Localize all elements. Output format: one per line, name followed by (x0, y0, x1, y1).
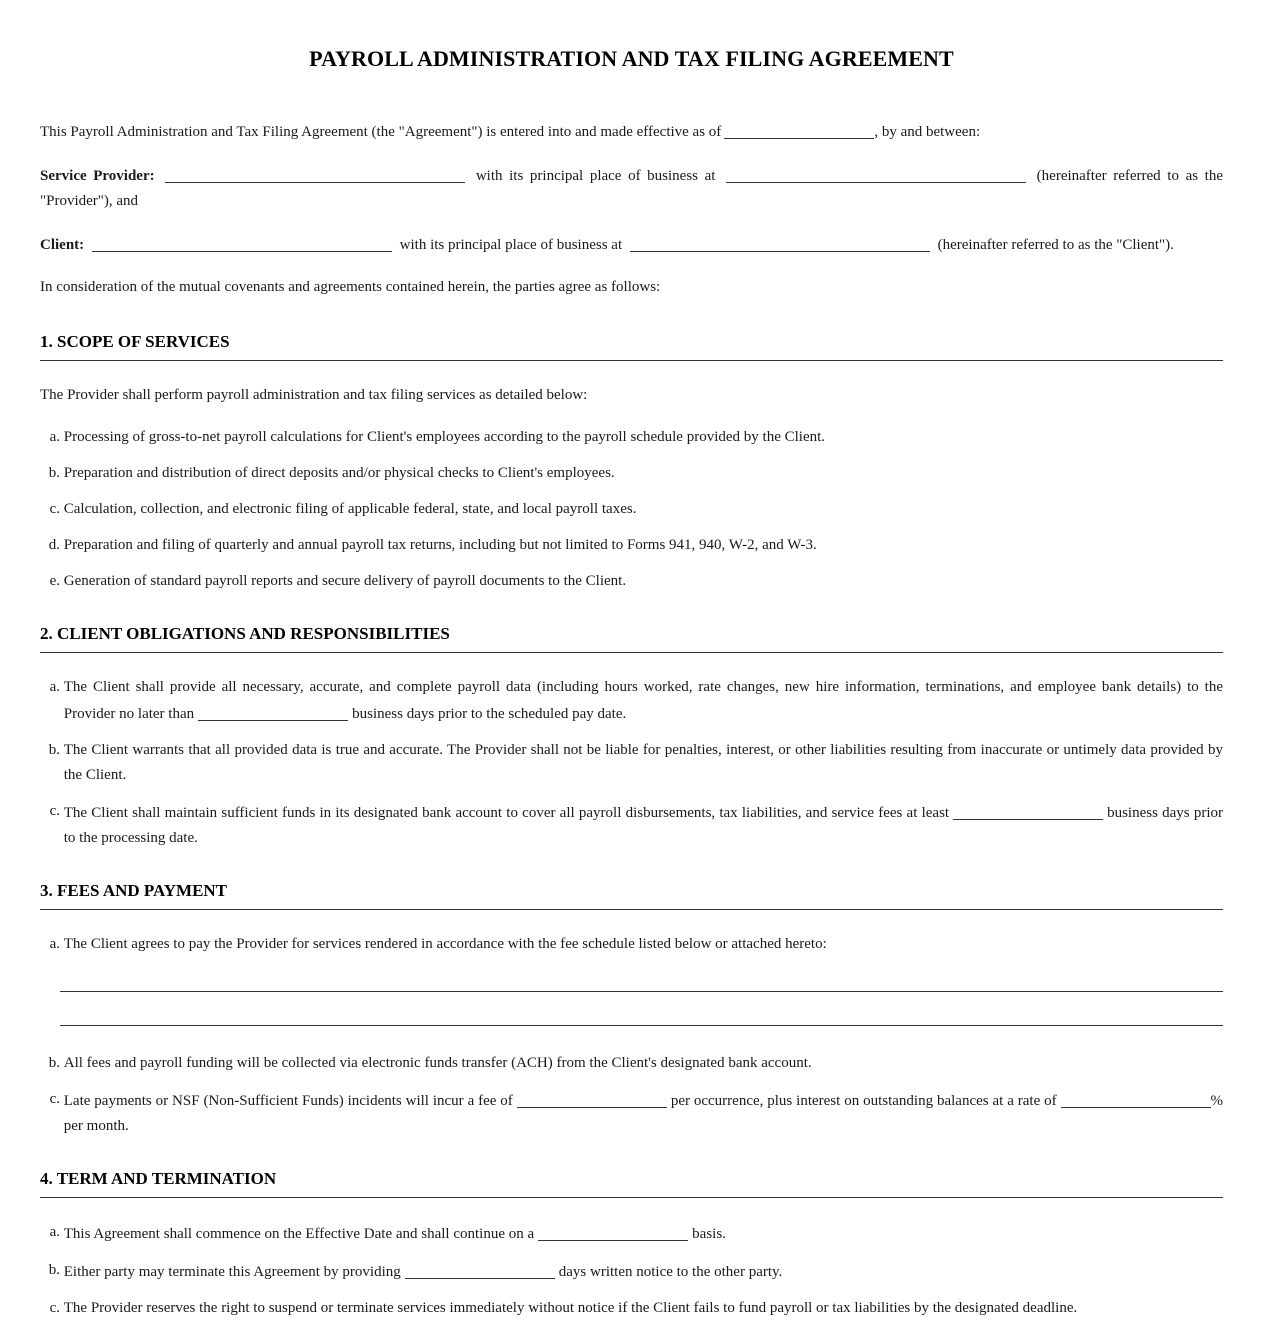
consideration-paragraph: In consideration of the mutual covenants and agreements contained herein, the parties agree as follows: (40, 279, 661, 295)
provider-reference-text: (hereinafter referred to as the "Provider"), and (40, 168, 1223, 209)
item-text-end: days written notice to the other party. (558, 1264, 783, 1280)
item-text: The Client agrees to pay the Provider for services rendered in accordance with the fee schedule listed below or attached hereto: (63, 936, 827, 952)
effective-date-field[interactable] (724, 121, 874, 139)
item-text-start: The Client shall provide all necessary, accurate, and complete payroll data (including hours worked, rate changes, new hire information, terminations, and employee bank details) to the Provider no later than (63, 679, 1223, 722)
agreement-page (40, 0, 1223, 1321)
list-item (40, 1258, 1223, 1285)
list-item (40, 675, 1223, 727)
item-text-start: Either party may terminate this Agreement by providing (63, 1264, 401, 1280)
list-item (40, 533, 1223, 558)
item-text-end: % per month. (63, 1093, 1224, 1134)
item-letter: c. (49, 1300, 60, 1316)
item-letter: d. (48, 537, 60, 553)
item-text (64, 1087, 1223, 1139)
item-letter: b. (48, 465, 60, 481)
list-item (40, 1296, 1223, 1321)
intro-text: This Payroll Administration and Tax Filing Agreement (the "Agreement") is entered into and made effective as of (40, 124, 722, 140)
intro-text-end: , by and between: (874, 124, 981, 140)
list-item (40, 461, 1223, 486)
item-text-mid: per occurrence, plus interest on outstanding balances at a rate of (670, 1093, 1057, 1109)
item-text: Generation of standard payroll reports and secure delivery of payroll documents to the Client. (63, 573, 627, 589)
provider-label: Service Provider: (40, 168, 155, 184)
section-heading: 4. TERM AND TERMINATION (40, 1167, 1223, 1198)
list-item (40, 932, 1223, 957)
item-text: Processing of gross-to-net payroll calculations for Client's employees according to the payroll schedule provided by the Client. (63, 429, 826, 445)
item-letter: c. (49, 501, 60, 517)
client-address-field[interactable] (630, 234, 930, 252)
fee-schedule-lines (40, 968, 1223, 1026)
item-letter: c. (49, 803, 60, 819)
section-heading: 3. FEES AND PAYMENT (40, 879, 1223, 910)
item-letter: e. (49, 573, 60, 589)
provider-name-field[interactable] (165, 165, 465, 183)
item-text: All fees and payroll funding will be collected via electronic funds transfer (ACH) from the Client's designated bank account. (63, 1055, 812, 1071)
item-text: Preparation and filing of quarterly and annual payroll tax returns, including but not limited to Forms 941, 940, W-2, and W-3. (63, 537, 817, 553)
list-item (40, 425, 1223, 450)
item-letter: b. (48, 1055, 60, 1071)
notice-days-field[interactable] (405, 1261, 555, 1279)
fee-schedule-line-1[interactable] (60, 991, 1223, 992)
section-client-obligations (40, 622, 1223, 851)
late-fee-amount-field[interactable] (517, 1090, 667, 1108)
provider-address-field[interactable] (726, 165, 1026, 183)
funding-deadline-days-field[interactable] (953, 802, 1103, 820)
item-text: The Client warrants that all provided data is true and accurate. The Provider shall not be liable for penalties, interest, or other liabilities resulting from inaccurate or untimely data provided by the Client. (63, 742, 1223, 783)
item-text (64, 675, 1223, 727)
data-deadline-days-field[interactable] (198, 703, 348, 721)
item-text (64, 799, 1223, 851)
list-item (40, 738, 1223, 788)
section-term-and-termination (40, 1167, 1223, 1321)
item-letter: b. (48, 1262, 60, 1278)
item-letter: a. (49, 1224, 60, 1240)
list-item (40, 1087, 1223, 1139)
list-item (40, 1051, 1223, 1076)
list-item (40, 569, 1223, 594)
section-heading: 2. CLIENT OBLIGATIONS AND RESPONSIBILITIES (40, 622, 1223, 653)
item-letter: c. (49, 1091, 60, 1107)
section-fees-and-payment (40, 879, 1223, 1139)
item-text: The Provider reserves the right to suspend or terminate services immediately without notice if the Client fails to fund payroll or tax liabilities by the designated deadline. (63, 1300, 1078, 1316)
list-item (40, 799, 1223, 851)
list-item (40, 497, 1223, 522)
client-name-field[interactable] (92, 234, 392, 252)
client-label: Client: (40, 237, 85, 253)
client-reference-text: (hereinafter referred to as the "Client"). (937, 237, 1174, 253)
client-address-label: with its principal place of business at (399, 237, 623, 253)
item-letter: a. (49, 679, 60, 695)
item-letter: a. (49, 429, 60, 445)
item-text-end: business days prior to the scheduled pay date. (352, 706, 627, 722)
item-text: Preparation and distribution of direct deposits and/or physical checks to Client's employees. (63, 465, 615, 481)
provider-paragraph (40, 162, 1223, 214)
fee-schedule-line-2[interactable] (60, 1025, 1223, 1026)
item-letter: b. (48, 742, 60, 758)
item-text (64, 1220, 1223, 1247)
item-text (64, 1258, 1223, 1285)
section-scope-of-services (40, 330, 1223, 594)
section-heading: 1. SCOPE OF SERVICES (40, 330, 1223, 361)
item-text-start: This Agreement shall commence on the Effective Date and shall continue on a (63, 1226, 535, 1242)
document-title: PAYROLL ADMINISTRATION AND TAX FILING AGREEMENT (309, 46, 954, 71)
interest-rate-field[interactable] (1061, 1090, 1211, 1108)
list-item (40, 1220, 1223, 1247)
section-lead: The Provider shall perform payroll administration and tax filing services as detailed below: (40, 387, 588, 403)
term-basis-field[interactable] (538, 1223, 688, 1241)
item-text-end: basis. (692, 1226, 726, 1242)
provider-address-label: with its principal place of business at (475, 168, 716, 184)
item-text-end: business days prior to the processing date. (63, 805, 1223, 846)
item-letter: a. (49, 936, 60, 952)
item-text-start: The Client shall maintain sufficient funds in its designated bank account to cover all payroll disbursements, tax liabilities, and service fees at least (63, 805, 950, 821)
item-text-start: Late payments or NSF (Non-Sufficient Funds) incidents will incur a fee of (63, 1093, 513, 1109)
item-text: Calculation, collection, and electronic filing of applicable federal, state, and local payroll taxes. (63, 501, 637, 517)
client-paragraph (40, 231, 1223, 258)
intro-paragraph (40, 118, 1223, 145)
